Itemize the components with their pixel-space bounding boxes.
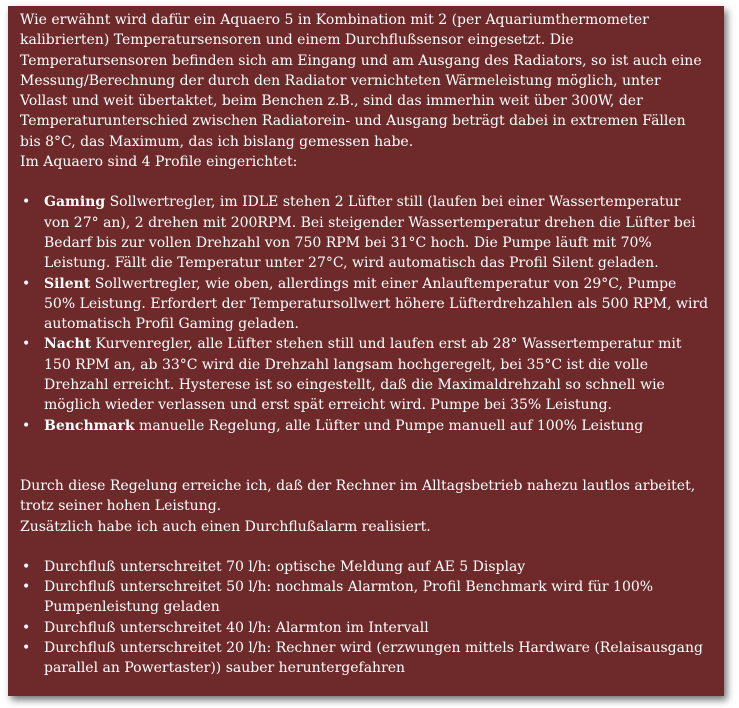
profile-item-benchmark xyxy=(20,416,710,436)
spacer xyxy=(20,172,710,192)
text-panel xyxy=(8,6,724,696)
profile-name: Silent xyxy=(44,275,91,292)
alarm-item: • Durchfluß unterschreitet 70 l/h: optische Meldung auf AE 5 Display xyxy=(20,557,710,577)
profile-description: manuelle Regelung, alle Lüfter und Pumpe manuell auf 100% Leistung xyxy=(134,417,644,434)
profile-name: Benchmark xyxy=(44,417,135,434)
profile-item-gaming xyxy=(20,192,710,273)
spacer xyxy=(20,436,710,476)
profile-description: Sollwertregler, im IDLE stehen 2 Lüfter still (laufen bei einer Wassertemperatur von 27° an), 2 drehen mit 200RPM. Bei steigender Wassertemperatur drehen die Lüfter bei Bedarf bis zur vollen Drehzahl von 750 RPM bei 31°C hoch. Die Pumpe läuft mit 70% Leistung. Fällt die Temperatur unter 27°C, wird automatisch das Profil Silent geladen. xyxy=(44,194,696,272)
alarm-item: • Durchfluß unterschreitet 40 l/h: Alarmton im Intervall xyxy=(20,618,710,638)
intro-paragraph: Wie erwähnt wird dafür ein Aquaero 5 in Kombination mit 2 (per Aquariumthermometer kalibrierten) Temperatursensoren und einem Durchflußsensor eingesetzt. Die Temperatursensoren befinden sich am Eingang und am Ausgang des Radiators, so ist auch eine Messung/Berechnung der durch den Radiator vernichteten Wärmeleistung möglich, unter Vollast und weit übertaktet, beim Benchen z.B., sind das immerhin weit über 300W, der Temperaturunterschied zwischen Radiatorein- und Ausgang beträgt dabei in extremen Fällen bis 8°C, das Maximum, das ich bislang gemessen habe. xyxy=(20,12,702,150)
profile-description: Kurvenregler, alle Lüfter stehen still und laufen erst ab 28° Wassertemperatur mit 150 RPM an, ab 33°C wird die Drehzahl langsam hochgeregelt, bei 35°C ist die volle Drehzahl erreicht. Hysterese ist so eingestellt, daß die Maximaldrehzahl so schnell wie möglich wieder verlassen und erst spät erreicht wird. Pumpe bei 35% Leistung. xyxy=(44,336,682,414)
spacer xyxy=(20,537,710,557)
alarm-list xyxy=(20,557,710,679)
profile-item-nacht xyxy=(20,334,710,415)
summary-paragraph: Durch diese Regelung erreiche ich, daß der Rechner im Alltagsbetrieb nahezu lautlos arbeitet, trotz seiner hohen Leistung. xyxy=(20,477,696,515)
profile-description: Sollwertregler, wie oben, allerdings mit einer Anlauftemperatur von 29°C, Pumpe 50% Leistung. Erfordert der Temperatursollwert höhere Lüfterdrehzahlen als 500 RPM, wird automatisch Profil Gaming geladen. xyxy=(44,275,709,333)
profile-list xyxy=(20,192,710,436)
profile-name: Gaming xyxy=(44,194,106,211)
profile-name: Nacht xyxy=(44,336,92,353)
alarm-item: • Durchfluß unterschreitet 50 l/h: nochmals Alarmton, Profil Benchmark wird für 100% Pumpenleistung geladen xyxy=(20,577,710,618)
alarm-item: • Durchfluß unterschreitet 20 l/h: Rechner wird (erzwungen mittels Hardware (Relaisausgang parallel an Powertaster)) sauber heruntergefahren xyxy=(20,638,710,679)
profiles-heading: Im Aquaero sind 4 Profile eingerichtet: xyxy=(20,154,298,171)
profile-item-silent xyxy=(20,274,710,335)
alarm-heading: Zusätzlich habe ich auch einen Durchflußalarm realisiert. xyxy=(20,518,431,535)
